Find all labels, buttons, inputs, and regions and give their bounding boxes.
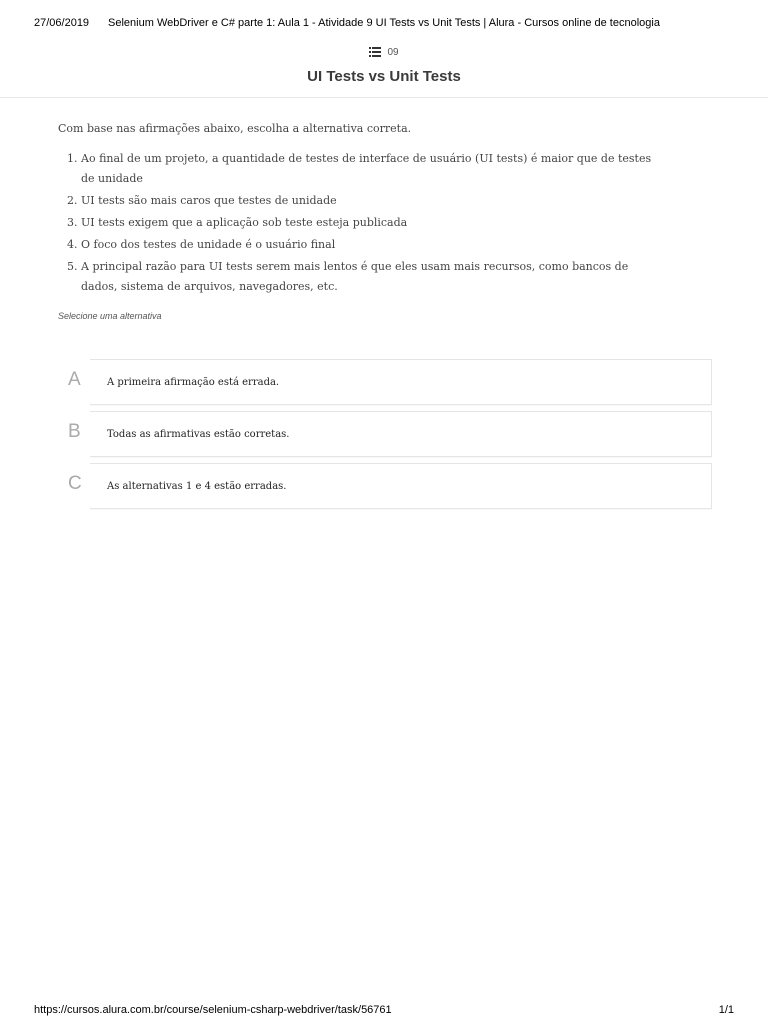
alternative-c[interactable] xyxy=(58,463,712,509)
list-icon xyxy=(369,47,381,57)
alternative-letter: A xyxy=(68,369,81,390)
list-item: 4. O foco dos testes de unidade é o usuário final xyxy=(81,235,658,255)
list-item: 2. UI tests são mais caros que testes de unidade xyxy=(81,191,658,211)
alternative-text: A primeira afirmação está errada. xyxy=(107,376,280,388)
page-title: UI Tests vs Unit Tests xyxy=(307,68,461,85)
alternative-option[interactable] xyxy=(90,359,712,405)
statements-list xyxy=(58,149,658,297)
print-url: https://cursos.alura.com.br/course/selenium-csharp-webdriver/task/56761 xyxy=(34,1004,392,1016)
alternative-option[interactable] xyxy=(90,411,712,457)
task-number: 09 xyxy=(387,46,399,58)
alternative-a[interactable] xyxy=(58,359,712,405)
header-divider xyxy=(0,97,768,98)
alternative-letter: B xyxy=(68,421,81,442)
list-item: 1. Ao final de um projeto, a quantidade de testes de interface de usuário (UI tests) é maior que de testes de unidade xyxy=(81,149,658,189)
alternative-option[interactable] xyxy=(90,463,712,509)
page-count: 1/1 xyxy=(718,1004,734,1016)
alternatives-list xyxy=(58,359,712,515)
question-content xyxy=(58,122,658,321)
task-number-badge xyxy=(369,47,398,58)
print-document-title: Selenium WebDriver e C# parte 1: Aula 1 - Atividade 9 UI Tests vs Unit Tests | Alura - Cursos online de tecnologia xyxy=(108,17,660,29)
alternative-text: Todas as afirmativas estão corretas. xyxy=(107,428,290,440)
alternative-text: As alternativas 1 e 4 estão erradas. xyxy=(107,480,287,492)
print-date: 27/06/2019 xyxy=(34,17,90,29)
list-item: 3. UI tests exigem que a aplicação sob teste esteja publicada xyxy=(81,213,658,233)
alternative-b[interactable] xyxy=(58,411,712,457)
alternative-letter: C xyxy=(68,473,82,494)
select-hint: Selecione uma alternativa xyxy=(58,311,162,321)
question-intro: Com base nas afirmações abaixo, escolha a alternativa correta. xyxy=(58,122,412,135)
task-header xyxy=(0,44,768,85)
list-item: 5. A principal razão para UI tests serem mais lentos é que eles usam mais recursos, como bancos de dados, sistema de arquivos, navegadores, etc. xyxy=(81,257,658,297)
